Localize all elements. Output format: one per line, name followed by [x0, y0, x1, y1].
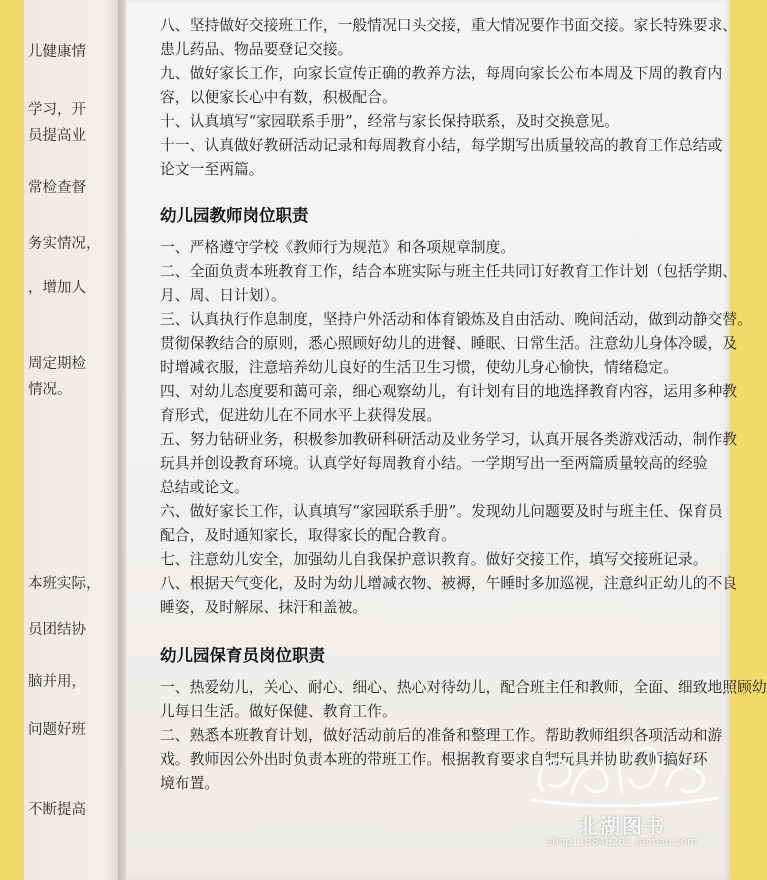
text-line: 育形式，促进幼儿在不同水平上获得发展。: [160, 407, 442, 424]
paragraph: [160, 572, 738, 620]
text-line: 八、根据天气变化，及时为幼儿增减衣物、被褥，午睡时多加巡视，注意纠正幼儿的不良: [160, 575, 738, 592]
text-line: 十一、认真做好教研活动记录和每周教育小结，每学期写出质量较高的教育工作总结或: [160, 137, 723, 154]
text-line: 十、认真填写“家园联系手册”，经常与家长保持联系，及时交换意见。: [160, 113, 620, 130]
left-page-text: 本班实际，: [28, 576, 101, 592]
left-page-text: 常检查督: [28, 180, 86, 196]
left-page-text: 员提高业: [28, 128, 86, 144]
watermark-art-icon: [522, 730, 722, 810]
section-heading-teacher: 幼儿园教师岗位职责: [160, 206, 309, 225]
text-line: 患儿药品、物品要登记交接。: [160, 41, 353, 58]
paragraph: [160, 260, 738, 308]
text-line: 总结或论文。: [160, 479, 249, 496]
shop-watermark: [512, 730, 732, 860]
paragraph: [160, 236, 696, 260]
text-line: 配合，及时通知家长，取得家长的配合教育。: [160, 527, 456, 544]
text-line: 容，以便家长心中有数，积极配合。: [160, 89, 397, 106]
text-line: 四、对幼儿态度要和蔼可亲，细心观察幼儿，有计划有目的地选择教育内容，运用多种教: [160, 383, 738, 400]
text-line: 论文一至两篇。: [160, 161, 264, 178]
left-page: [24, 0, 124, 880]
text-line: 九、做好家长工作，向家长宣传正确的教养方法，每周向家长公布本周及下周的教育内: [160, 65, 723, 82]
intro-list: [160, 14, 738, 182]
left-page-text: 问题好班: [28, 722, 86, 738]
watermark-shop-name: 北湖图书: [578, 814, 666, 838]
text-line: 六、做好家长工作，认真填写“家园联系手册”。发现幼儿问题要及时与班主任、保育员: [160, 503, 723, 520]
text-line: 境布置。: [160, 775, 220, 792]
paragraph: [160, 134, 723, 182]
left-page-text: 务实情况，: [28, 236, 101, 252]
paragraph: [160, 676, 767, 724]
paragraph: [160, 380, 738, 428]
left-page-text: 不断提高: [28, 802, 86, 818]
paragraph: [160, 62, 723, 110]
left-page-text: 儿健康情: [28, 44, 86, 60]
text-line: 八、坚持做好交接班工作，一般情况口头交接，重大情况要作书面交接。家长特殊要求、: [160, 17, 738, 34]
text-line: 五、努力钻研业务，积极参加教研科研活动及业务学习，认真开展各类游戏活动，制作教: [160, 431, 738, 448]
teacher-duties-list: [160, 236, 752, 620]
text-line: 二、熟悉本班教育计划，做好活动前后的准备和整理工作。帮助教师组织各项活动和游: [160, 727, 723, 744]
left-page-text: 脑并用，: [28, 674, 86, 690]
text-line: 戏。教师因公外出时负责本班的带班工作。根据教育要求自制玩具并协助教师搞好环: [160, 751, 708, 768]
paragraph: [160, 308, 752, 380]
text-line: 一、严格遵守学校《教师行为规范》和各项规章制度。: [160, 239, 516, 256]
paragraph: [160, 110, 696, 134]
text-line: 一、热爱幼儿，关心、耐心、细心、热心对待幼儿，配合班主任和教师，全面、细致地照顾幼: [160, 679, 767, 696]
text-line: 二、全面负责本班教育工作，结合本班实际与班主任共同订好教育工作计划（包括学期、: [160, 263, 738, 280]
paragraph: [160, 428, 738, 500]
paragraph: [160, 14, 738, 62]
left-page-text: ，增加人: [28, 280, 86, 296]
left-page-text: 情况。: [28, 382, 72, 398]
text-line: 睡姿，及时解尿、抹汗和盖被。: [160, 599, 368, 616]
text-line: 三、认真执行作息制度，坚持户外活动和体育锻炼及自由活动、晚间活动，做到动静交替。: [160, 311, 752, 328]
text-line: 月、周、日计划）。: [160, 287, 286, 304]
text-line: 贯彻保教结合的原则，悉心照顾好幼儿的进餐、睡眠、日常生活。注意幼儿身体冷暖，及: [160, 335, 738, 352]
text-line: 七、注意幼儿安全，加强幼儿自我保护意识教育。做好交接工作，填写交接班记录。: [160, 551, 708, 568]
paragraph: [160, 500, 723, 548]
text-line: 时增减衣服，注意培养幼儿良好的生活卫生习惯，使幼儿身心愉快，情绪稳定。: [160, 359, 678, 376]
text-line: 玩具并创设教育环境。认真学好每周教育小结。一学期写出一至两篇质量较高的经验: [160, 455, 708, 472]
page-content: [160, 14, 767, 796]
left-page-text: 员团结协: [28, 622, 86, 638]
paragraph: [160, 548, 708, 572]
text-line: 儿每日生活。做好保健、教育工作。: [160, 703, 397, 720]
left-page-text: 周定期检: [28, 356, 86, 372]
left-page-text: 学习，开: [28, 102, 86, 118]
section-heading-caregiver: 幼儿园保育员岗位职责: [160, 646, 325, 665]
watermark-shop-url: shop118846281.taobao.com: [546, 836, 698, 848]
